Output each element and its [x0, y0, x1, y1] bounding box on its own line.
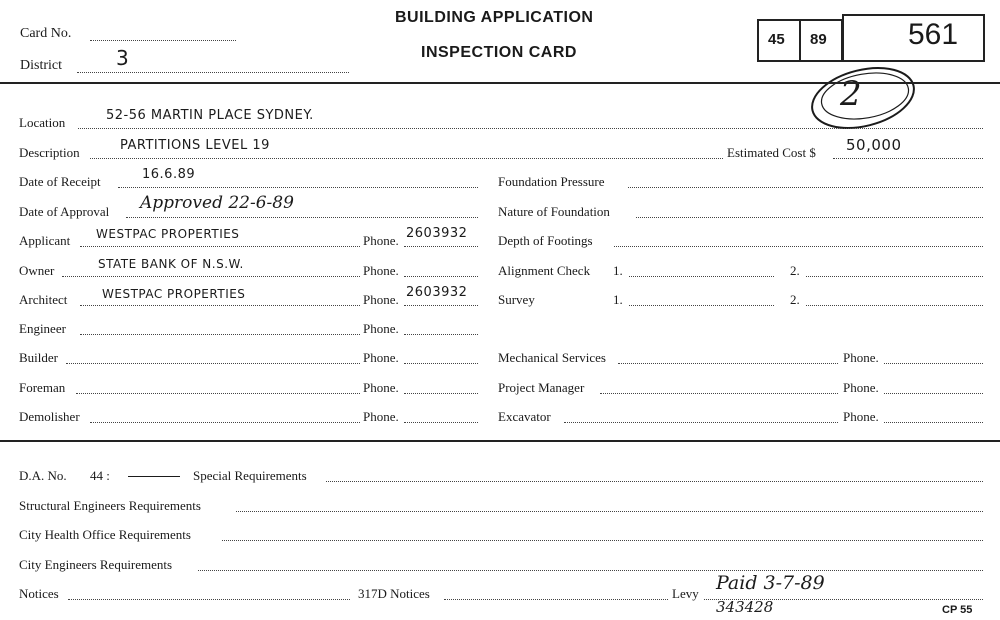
- header-rule: [0, 82, 1000, 84]
- estimated-cost-value: 50,000: [846, 136, 902, 154]
- builder-field[interactable]: [66, 363, 360, 364]
- applicant-phone-value: 2603932: [406, 226, 468, 241]
- owner-value: STATE BANK OF N.S.W.: [98, 257, 244, 271]
- description-label: Description: [19, 145, 80, 160]
- survey-num-2: 2.: [790, 292, 800, 307]
- alignment-check-num-2: 2.: [790, 263, 800, 278]
- nature-foundation-label: Nature of Foundation: [498, 204, 610, 219]
- engineer-phone-label: Phone.: [363, 321, 399, 336]
- applicant-value: WESTPAC PROPERTIES: [96, 227, 240, 241]
- card-no-field[interactable]: [90, 40, 236, 41]
- engineer-label: Engineer: [19, 321, 66, 336]
- architect-label: Architect: [19, 292, 68, 307]
- survey-field-1[interactable]: [629, 305, 774, 306]
- da-no-dash: [128, 476, 180, 477]
- notices-317d-label: 317D Notices: [358, 586, 430, 601]
- excavator-field[interactable]: [564, 422, 838, 423]
- project-manager-phone-label: Phone.: [843, 380, 879, 395]
- mechanical-services-field[interactable]: [618, 363, 838, 364]
- architect-value: WESTPAC PROPERTIES: [102, 287, 246, 301]
- title-line-1: BUILDING APPLICATION: [395, 9, 594, 26]
- alignment-check-num-1: 1.: [613, 263, 623, 278]
- depth-footings-field[interactable]: [614, 246, 983, 247]
- date-receipt-field[interactable]: [118, 187, 478, 188]
- demolisher-label: Demolisher: [19, 409, 80, 424]
- survey-label: Survey: [498, 292, 535, 307]
- nature-foundation-field[interactable]: [636, 217, 983, 218]
- excavator-phone-field[interactable]: [884, 422, 983, 423]
- demolisher-field[interactable]: [90, 422, 360, 423]
- estimated-cost-label: Estimated Cost $: [727, 145, 816, 160]
- foreman-field[interactable]: [76, 393, 360, 394]
- date-approval-field[interactable]: [126, 217, 478, 218]
- structural-engineers-field[interactable]: [236, 511, 983, 512]
- mechanical-phone-label: Phone.: [843, 350, 879, 365]
- architect-phone-value: 2603932: [406, 285, 468, 300]
- district-field[interactable]: [77, 72, 349, 73]
- city-engineers-field[interactable]: [198, 570, 983, 571]
- box-b-value: 89: [810, 31, 827, 48]
- district-label: District: [20, 58, 62, 73]
- foundation-pressure-field[interactable]: [628, 187, 983, 188]
- notices-label: Notices: [19, 586, 59, 601]
- demolisher-phone-field[interactable]: [404, 422, 478, 423]
- engineer-field[interactable]: [80, 334, 360, 335]
- receipt-number: 343428: [716, 598, 774, 616]
- builder-label: Builder: [19, 350, 58, 365]
- excavator-phone-label: Phone.: [843, 409, 879, 424]
- description-field[interactable]: [90, 158, 723, 159]
- location-value: 52-56 MARTIN PLACE SYDNEY.: [106, 108, 314, 123]
- notices-317d-field[interactable]: [444, 599, 668, 600]
- da-no-value: 44 :: [90, 468, 110, 483]
- builder-phone-field[interactable]: [404, 363, 478, 364]
- owner-field[interactable]: [62, 276, 360, 277]
- form-code: CP 55: [942, 604, 973, 616]
- da-no-label: D.A. No.: [19, 468, 67, 483]
- alignment-check-field-1[interactable]: [629, 276, 774, 277]
- foundation-pressure-label: Foundation Pressure: [498, 174, 605, 189]
- box-number-value: 561: [908, 18, 959, 51]
- alignment-check-label: Alignment Check: [498, 263, 591, 278]
- box-a-value: 45: [768, 31, 785, 48]
- estimated-cost-field[interactable]: [833, 158, 983, 159]
- description-value: PARTITIONS LEVEL 19: [120, 138, 270, 153]
- box-divider: [799, 19, 801, 62]
- date-receipt-value: 16.6.89: [142, 167, 196, 182]
- special-requirements-field[interactable]: [326, 481, 983, 482]
- project-manager-label: Project Manager: [498, 380, 585, 395]
- builder-phone-label: Phone.: [363, 350, 399, 365]
- location-field[interactable]: [78, 128, 983, 129]
- circled-mark-value: 2: [840, 74, 862, 114]
- architect-field[interactable]: [80, 305, 360, 306]
- circled-mark-icon: [805, 62, 920, 134]
- title-line-2: INSPECTION CARD: [421, 44, 577, 61]
- owner-phone-field[interactable]: [404, 276, 478, 277]
- city-engineers-label: City Engineers Requirements: [19, 557, 173, 572]
- foreman-phone-label: Phone.: [363, 380, 399, 395]
- levy-value: Paid 3-7-89: [716, 572, 825, 594]
- applicant-phone-label: Phone.: [363, 233, 399, 248]
- date-approval-value: Approved 22-6-89: [140, 193, 294, 213]
- date-receipt-label: Date of Receipt: [19, 174, 101, 189]
- notices-field[interactable]: [68, 599, 350, 600]
- levy-label: Levy: [672, 586, 699, 601]
- engineer-phone-field[interactable]: [404, 334, 478, 335]
- project-manager-phone-field[interactable]: [884, 393, 983, 394]
- applicant-field[interactable]: [80, 246, 360, 247]
- district-value: 3: [116, 46, 130, 70]
- survey-num-1: 1.: [613, 292, 623, 307]
- mechanical-services-label: Mechanical Services: [498, 350, 606, 365]
- location-label: Location: [19, 115, 66, 130]
- depth-footings-label: Depth of Footings: [498, 233, 593, 248]
- special-requirements-label: Special Requirements: [193, 468, 307, 483]
- project-manager-field[interactable]: [600, 393, 838, 394]
- structural-engineers-label: Structural Engineers Requirements: [19, 498, 201, 513]
- excavator-label: Excavator: [498, 409, 551, 424]
- demolisher-phone-label: Phone.: [363, 409, 399, 424]
- card-no-label: Card No.: [20, 26, 72, 41]
- city-health-label: City Health Office Requirements: [19, 527, 191, 542]
- foreman-label: Foreman: [19, 380, 66, 395]
- foreman-phone-field[interactable]: [404, 393, 478, 394]
- city-health-field[interactable]: [222, 540, 983, 541]
- date-approval-label: Date of Approval: [19, 204, 110, 219]
- architect-phone-field[interactable]: [404, 305, 478, 306]
- owner-label: Owner: [19, 263, 55, 278]
- architect-phone-label: Phone.: [363, 292, 399, 307]
- alignment-check-field-2[interactable]: [806, 276, 983, 277]
- mechanical-phone-field[interactable]: [884, 363, 983, 364]
- middle-rule: [0, 440, 1000, 442]
- owner-phone-label: Phone.: [363, 263, 399, 278]
- applicant-phone-field[interactable]: [404, 246, 478, 247]
- survey-field-2[interactable]: [806, 305, 983, 306]
- applicant-label: Applicant: [19, 233, 71, 248]
